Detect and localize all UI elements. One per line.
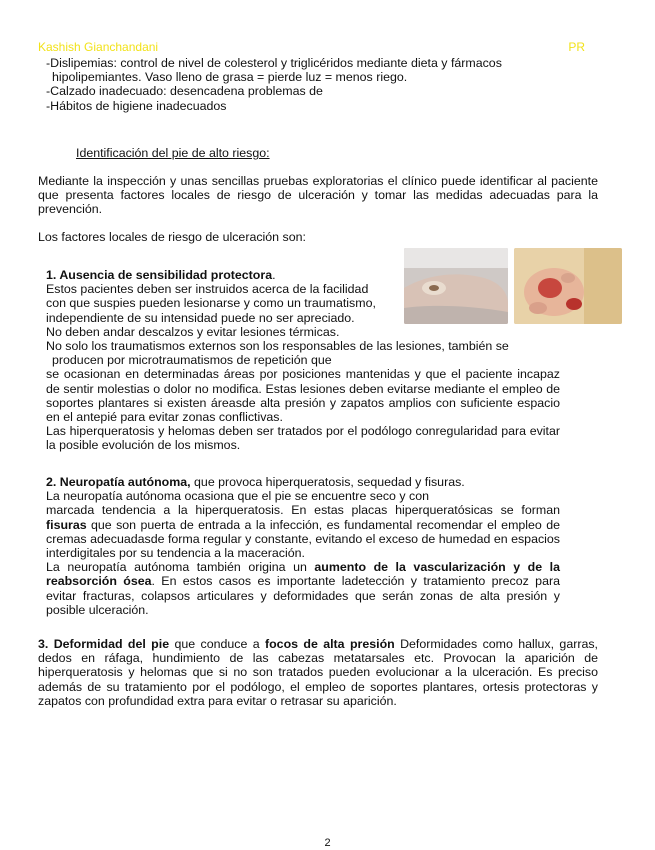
list-item: -Calzado inadecuado: desencadena problemas de: [46, 84, 323, 99]
list-item: hipolipemiantes. Vaso lleno de grasa = pierde luz = menos riego.: [52, 70, 408, 85]
header-tag: PR: [568, 40, 585, 54]
factor-2-line: La neuropatía autónoma ocasiona que el pie se encuentre seco y con: [46, 489, 430, 504]
factor-2-paragraph: marcada tendencia a la hiperqueratosis. En estas placas hiperqueratósicas se forman fisuras que son puerta de entrada a la infección, es fundamental recomendar el empleo de cremas adecuadasde forma regular y constante, evitando el exceso de humedad en espacios interdigitales por su tendencia a la maceración.: [46, 503, 560, 561]
factor-1-line: con que suspies pueden lesionarse y como un traumatismo,: [46, 296, 376, 311]
factor-1-line: No deben andar descalzos y evitar lesiones térmicas.: [46, 324, 340, 339]
factor-1-line: No solo los traumatismos externos son los responsables de las lesiones, también se: [46, 339, 509, 354]
factor-1-line: producen por microtraumatismos de repetición que: [52, 353, 332, 368]
intro-paragraph: Mediante la inspección y unas sencillas pruebas exploratorias el clínico puede identificar al paciente que presenta factores locales de riesgo de ulceración y tomar las medidas adecuadas para la prevención.: [38, 174, 598, 217]
factor-1-title: 1. Ausencia de sensibilidad protectora.: [46, 268, 276, 282]
factor-1-line: independiente de su intensidad puede no ser apreciado.: [46, 310, 355, 325]
factor-1-paragraph: se ocasionan en determinadas áreas por posiciones mantenidas y que el paciente incapaz de sentir molestias o dolor no modifica. Estas lesiones deben evitarse mediante el empleo de soportes plantares si existen áreasde alta presión y zapatos amplios con suficiente espacio en el antepié para evitar zonas conflictivas.: [46, 367, 560, 425]
factor-1: [46, 268, 560, 453]
list-item: -Dislipemias: control de nivel de colesterol y triglicéridos mediante dieta y fármacos: [46, 56, 502, 70]
factor-2-paragraph: La neuropatía autónoma también origina un aumento de la vascularización y de la reabsorción ósea. En estos casos es importante ladetección y tratamiento precoz para evitar fracturas, colapsos articulares y deformidades que serán zonas de alta presión y posible ulceración.: [46, 560, 560, 617]
factor-2-title: 2. Neuropatía autónoma, que provoca hiperqueratosis, sequedad y fisuras.: [46, 475, 465, 489]
factor-1-paragraph: Las hiperqueratosis y helomas deben ser tratados por el podólogo conregularidad para evitar la posible evolución de los mismos.: [46, 424, 560, 453]
factor-1-line: Estos pacientes deben ser instruidos acerca de la facilidad: [46, 282, 369, 297]
list-item: -Hábitos de higiene inadecuados: [46, 98, 227, 113]
factor-2: [46, 475, 560, 617]
factors-intro: Los factores locales de riesgo de ulceración son:: [38, 230, 306, 244]
page-number: 2: [324, 837, 331, 849]
factor-3-paragraph: 3. Deformidad del pie que conduce a focos de alta presión Deformidades como hallux, garras, dedos en ráfaga, hundimiento de las cabezas metatarsales etc. Provocan la aparición de hiperqueratosis y helomas que si no son tratados pueden evolucionar a la ulceración. Es preciso además de su tratamiento por el podólogo, el empleo de soportes plantares, ortesis protectoras y zapatos con profundidad extra para evitar o retrasar su aparición.: [38, 637, 598, 708]
header-author: Kashish Gianchandani: [38, 40, 159, 54]
section-title: Identificación del pie de alto riesgo:: [76, 146, 270, 160]
top-list: [38, 56, 598, 113]
